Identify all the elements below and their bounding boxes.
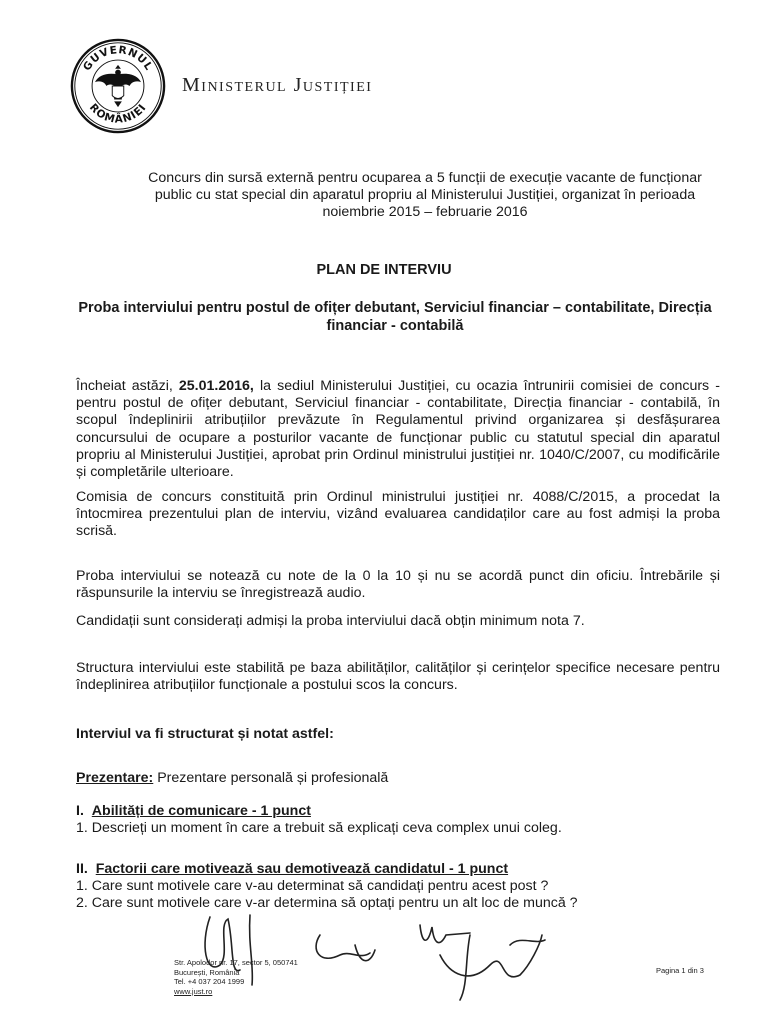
presentation-section [76,770,720,787]
signature-3 [420,925,470,943]
paragraph-admission: Candidații sunt considerați admiși la proba interviului dacă obțin minimum nota 7. [76,613,585,629]
paragraph-grading: Proba interviului se notează cu note de la 0 la 10 și nu se acordă punct din oficiu. Întrebările și răspunsurile la interviu se înregistrează audio. [76,568,720,602]
section-communication [76,803,720,837]
seal-text-bottom: ROMÂNIEI [86,101,150,126]
section-title: Factorii care motivează sau demotivează candidatul - 1 punct [95,861,509,877]
contest-intro: Concurs din sursă externă pentru ocuparea a 5 funcții de execuție vacante de funcționar public cu stat special din aparatul propriu al Ministerului Justiției, organizat în perioada noiembrie 2015 – februarie 2016 [148,170,702,220]
ministry-name: Ministerul Justiției [182,74,373,96]
section-number: II. [76,861,88,877]
page-number: Pagina 1 din 3 [656,966,704,975]
paragraph-structure: Structura interviului este stabilită pe baza abilităților, calităților și cerințelor specifice necesare pentru îndeplinirea atribuțiilor funcționale a postului scos la concurs. [76,660,720,694]
section-title: Abilități de comunicare - 1 punct [91,803,311,819]
paragraph-structure-heading: Interviul va fi structurat și notat astfel: [76,726,334,742]
footer-street: Str. Apolodor nr. 17, sector 5, 050741 [174,958,298,967]
footer-city: București, România [174,967,240,977]
question-item: 1. Care sunt motivele care v-au determinat să candidați pentru acest post ? [76,878,549,895]
p1-rest: la sediul Ministerului Justiției, cu ocazia întrunirii comisiei de concurs - pentru postul de ofițer debutant, Serviciul financiar - contabilitate, Direcția financiar - contabilă, în scopul îndeplinirii atribuțiilor prevăzute în Regulamentul privind organizarea și desfășurarea concursului de ocupare a posturilor vacante de funcționar public cu statutul special din aparatul propriu al Ministerului Justiției, aprobat prin Ordinul ministrului justiției nr. 1040/C/2007, cu modificările și completările ulterioare. [76,378,720,481]
seal-text-top: GUVERNUL [81,44,156,74]
post-title: Proba interviului pentru postul de ofițer debutant, Serviciul financiar – contabilitate, Direcția financiar - contabilă [78,300,712,334]
signature-2 [316,935,370,958]
presentation-label: Prezentare: [76,770,154,786]
paragraph-minutes [76,378,720,481]
p1-date: 25.01.2016, [178,378,254,394]
government-seal-icon [70,38,166,134]
p1-start: Încheiat astăzi, [76,378,179,394]
question-item: 1. Descrieți un moment în care a trebuit să explicați ceva complex unui coleg. [76,820,562,837]
footer-website-link[interactable]: www.just.ro [174,986,213,996]
presentation-text: Prezentare personală și profesională [153,770,389,786]
footer-phone: Tel. +4 037 204 1999 [174,977,245,986]
question-item: 2. Care sunt motivele care v-ar determina să optați pentru un alt loc de muncă ? [76,895,578,912]
footer-address [174,958,298,996]
paragraph-commission: Comisia de concurs constituită prin Ordinul ministrului justiției nr. 4088/C/2015, a procedat la întocmirea prezentului plan de interviu, vizând evaluarea candidaților care au fost admiși la proba scrisă. [76,489,720,540]
plan-title: PLAN DE INTERVIU [316,262,452,278]
section-number: I. [76,803,84,819]
